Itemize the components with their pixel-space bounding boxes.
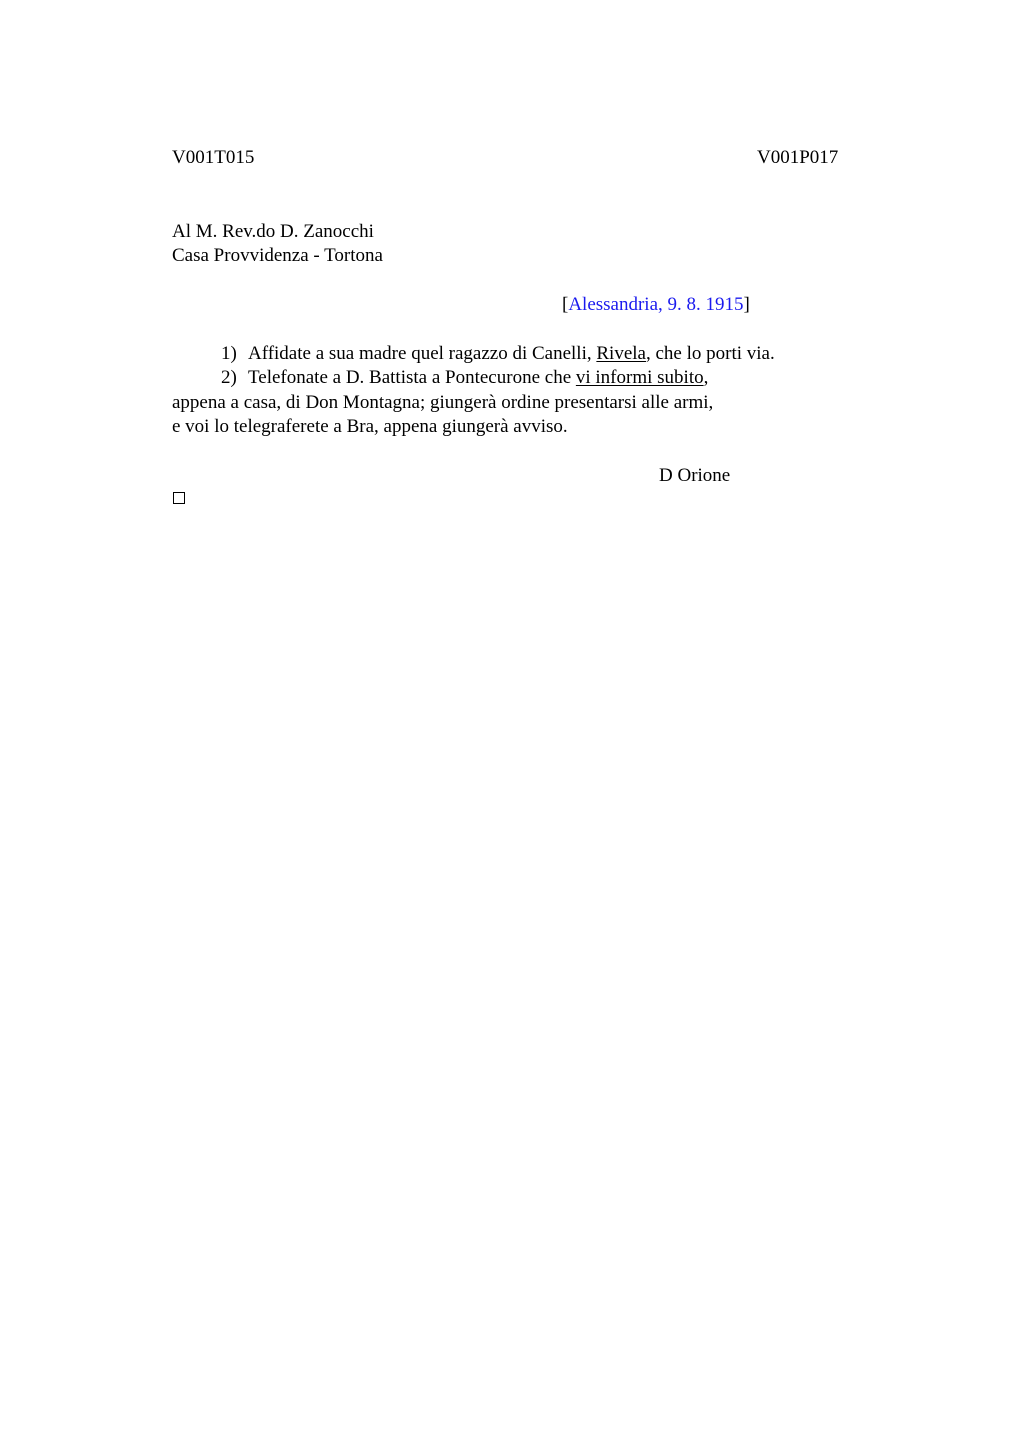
list-item-text: Affidate a sua madre quel ragazzo di Canelli, (248, 343, 597, 364)
end-square-icon (173, 492, 185, 504)
date-text: Alessandria, 9. 8. 1915 (568, 294, 744, 315)
document-code-right: V001P017 (757, 147, 839, 168)
recipient-line: Al M. Rev.do D. Zanocchi (172, 221, 374, 242)
document-code-left: V001T015 (172, 147, 255, 168)
date-open-bracket: [ (562, 294, 569, 315)
date-close-bracket: ] (743, 294, 750, 315)
letter-date (562, 293, 750, 317)
signature: D Orione (659, 465, 731, 486)
list-item-text-end: , che lo porti via. (645, 343, 775, 364)
list-item-number: 1) (221, 343, 237, 364)
underlined-phrase: vi informi subito (575, 367, 704, 388)
body-text-line: appena a casa, di Don Montagna; giungerà ordine presentarsi alle armi, (172, 392, 714, 413)
list-item-text-end: , (703, 367, 709, 388)
list-item-number: 2) (221, 367, 237, 388)
body-text-line: e voi lo telegraferete a Bra, appena giungerà avviso. (172, 416, 568, 437)
recipient-place-line: Casa Provvidenza - Tortona (172, 245, 383, 266)
list-item-text: Telefonate a D. Battista a Pontecurone che (248, 367, 576, 388)
list-item (221, 366, 708, 390)
list-item (221, 342, 775, 366)
underlined-name: Rivela (596, 343, 646, 364)
